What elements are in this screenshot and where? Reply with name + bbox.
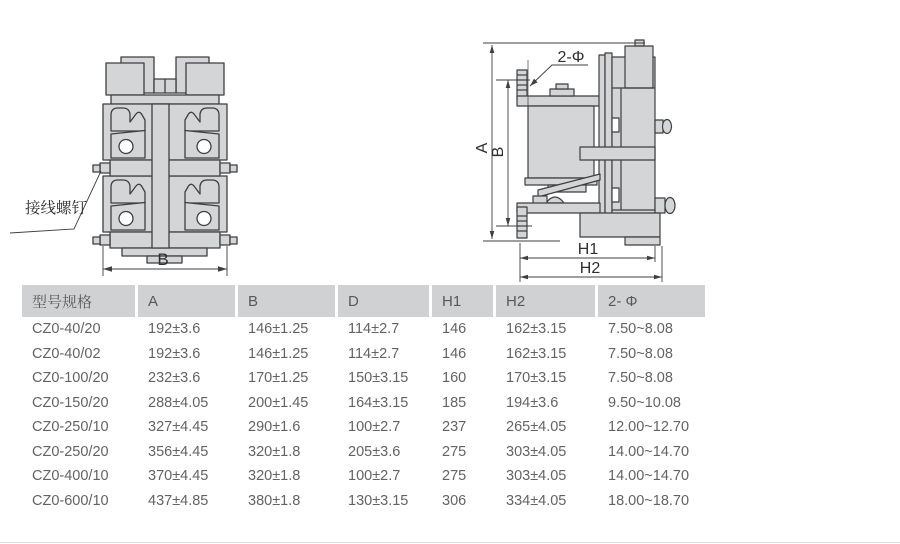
side-dim-h1-label: H1 (577, 241, 599, 258)
table-cell: 100±2.7 (348, 419, 401, 436)
table-cell: 205±3.6 (348, 443, 401, 460)
table-cell: 356±4.45 (148, 443, 209, 460)
table-cell: CZ0-150/20 (32, 394, 109, 411)
front-view-device (93, 57, 237, 263)
column-header: H1 (432, 285, 496, 317)
table-row (22, 366, 705, 391)
front-dim-b-label: B (157, 250, 169, 269)
table-cell: 100±2.7 (348, 468, 401, 485)
table-cell: 327±4.45 (148, 419, 209, 436)
arrow-left-icon (103, 266, 112, 271)
table-row (22, 342, 705, 367)
table-cell: 18.00~18.70 (608, 492, 690, 509)
table-cell: 162±3.15 (506, 345, 567, 362)
column-header: 2- Φ (598, 285, 705, 317)
table-cell: 237 (442, 419, 467, 436)
table-cell: 275 (442, 443, 467, 460)
table-cell: 14.00~14.70 (608, 468, 690, 485)
table-cell: 14.00~14.70 (608, 443, 690, 460)
table-row (22, 489, 705, 514)
table-cell: 146 (442, 321, 467, 338)
terminal-screw-label: 接线螺钉 (25, 200, 88, 217)
table-cell: 114±2.7 (348, 345, 400, 362)
table-cell: 370±4.45 (148, 468, 209, 485)
table-cell: 192±3.6 (148, 321, 201, 338)
column-header: 型号规格 (22, 285, 138, 317)
table-row (22, 317, 705, 342)
table-cell: 130±3.15 (348, 492, 409, 509)
table-cell: CZ0-250/10 (32, 419, 109, 436)
table-cell: 160 (442, 370, 467, 387)
contact-assembly (612, 40, 675, 225)
table-cell: 275 (442, 468, 467, 485)
table-cell: 288±4.05 (148, 394, 209, 411)
side-dim-b-label: B (490, 146, 507, 158)
table-row (22, 415, 705, 440)
table-cell: 170±3.15 (506, 370, 567, 387)
table-cell: CZ0-600/10 (32, 492, 109, 509)
arrow-right-icon (218, 266, 227, 271)
front-view-diagram (0, 0, 300, 285)
table-cell: CZ0-40/20 (32, 321, 101, 338)
table-cell: 146 (442, 345, 467, 362)
column-header: A (138, 285, 238, 317)
table-cell: 320±1.8 (248, 468, 301, 485)
table-row (22, 391, 705, 416)
table-cell: CZ0-40/02 (32, 345, 101, 362)
table-cell: 380±1.8 (248, 492, 301, 509)
table-cell: 185 (442, 394, 467, 411)
arc-chute (111, 108, 145, 158)
table-cell: 7.50~8.08 (608, 321, 673, 338)
table-cell: 320±1.8 (248, 443, 301, 460)
table-cell: 437±4.85 (148, 492, 209, 509)
table-cell: 170±1.25 (248, 370, 309, 387)
side-dim-a-label: A (474, 142, 491, 154)
table-cell: 306 (442, 492, 467, 509)
table-cell: 150±3.15 (348, 370, 409, 387)
side-view-diagram (440, 0, 700, 285)
table-cell: 265±4.05 (506, 419, 567, 436)
table-cell: 303±4.05 (506, 443, 567, 460)
side-dim-h2-label: H2 (579, 260, 601, 277)
table-cell: CZ0-400/10 (32, 468, 109, 485)
table-cell: 12.00~12.70 (608, 419, 690, 436)
table-cell: 7.50~8.08 (608, 345, 673, 362)
table-cell: 200±1.45 (248, 394, 309, 411)
spec-table-header-row (22, 285, 705, 317)
table-cell: 290±1.6 (248, 419, 301, 436)
table-cell: CZ0-100/20 (32, 370, 109, 387)
table-cell: 162±3.15 (506, 321, 567, 338)
table-cell: 9.50~10.08 (608, 394, 681, 411)
column-header: B (238, 285, 338, 317)
holes-label: 2-Φ (557, 49, 585, 66)
table-cell: CZ0-250/20 (32, 443, 109, 460)
table-cell: 164±3.15 (348, 394, 409, 411)
table-cell: 146±1.25 (248, 345, 309, 362)
table-cell: 192±3.6 (148, 345, 201, 362)
table-cell: 303±4.05 (506, 468, 567, 485)
column-header: H2 (496, 285, 598, 317)
table-cell: 7.50~8.08 (608, 370, 673, 387)
table-row (22, 440, 705, 465)
table-cell: 114±2.7 (348, 321, 400, 338)
spec-table (22, 285, 705, 513)
table-row (22, 464, 705, 489)
table-cell: 232±3.6 (148, 370, 201, 387)
side-view-device (517, 40, 675, 245)
page-bottom-divider (0, 542, 900, 543)
table-cell: 194±3.6 (506, 394, 559, 411)
table-cell: 334±4.05 (506, 492, 567, 509)
table-cell: 146±1.25 (248, 321, 309, 338)
column-header: D (338, 285, 432, 317)
